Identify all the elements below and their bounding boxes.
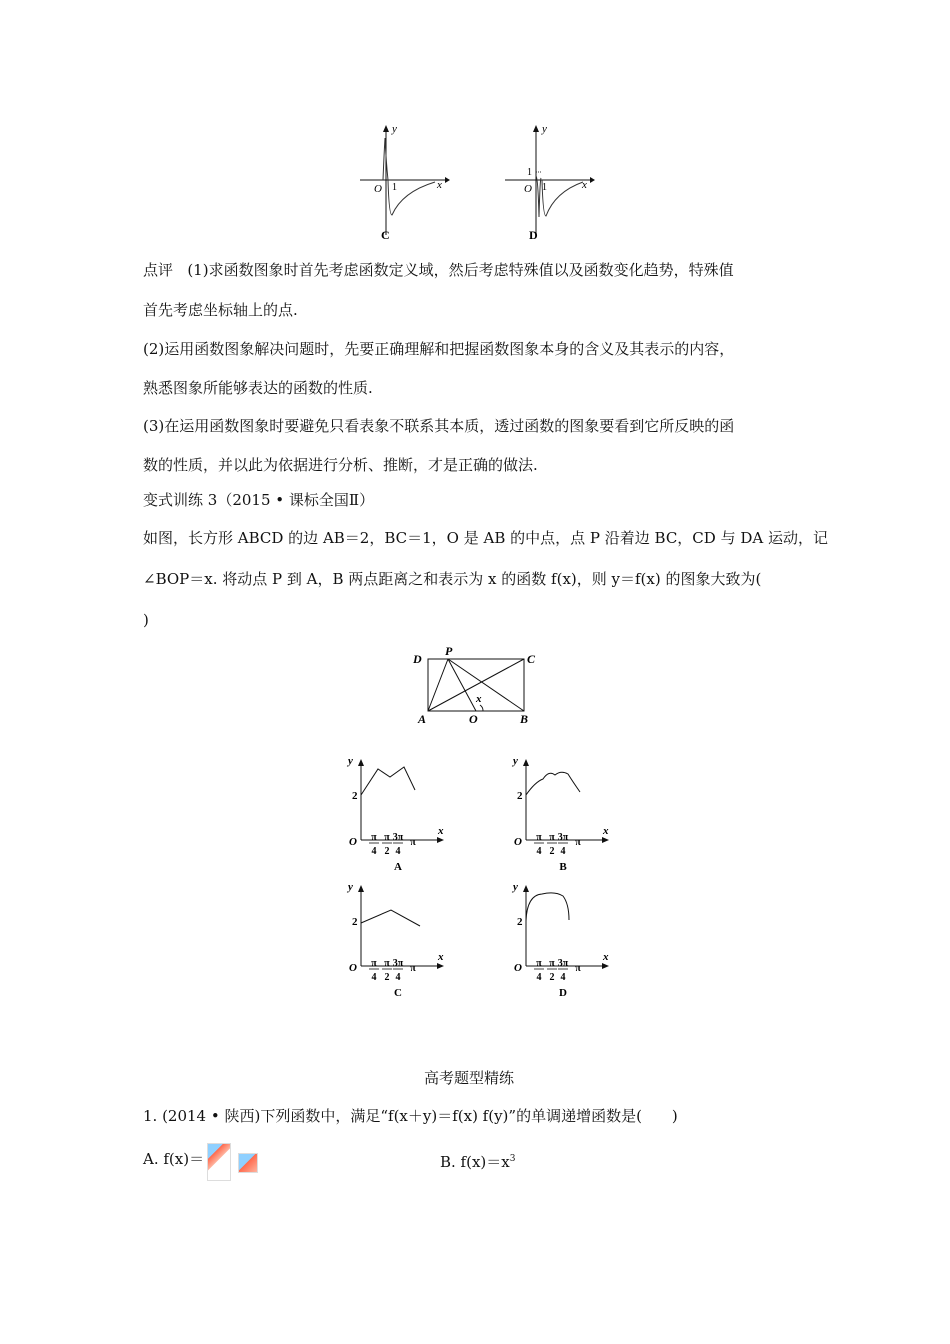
x-tick-label: 3π <box>557 958 569 969</box>
x-tick-label: 4 <box>395 846 401 857</box>
vertex-label: O <box>469 712 478 726</box>
option-caption: B <box>559 861 567 872</box>
x-axis-label: x <box>438 825 444 837</box>
option-b <box>440 1149 515 1172</box>
y-tick-label: 2 <box>517 916 523 928</box>
figure-caption: C <box>381 228 390 240</box>
option-caption: C <box>394 987 402 998</box>
section-title: 高考题型精练 <box>424 1069 515 1087</box>
x-tick-label: π <box>410 963 416 974</box>
y-axis-label: y <box>513 881 518 893</box>
x-tick-label: π <box>575 837 581 848</box>
x-tick-label: π <box>384 832 390 843</box>
graph-c <box>350 120 450 240</box>
origin-label: O <box>524 183 532 195</box>
x-axis-label: x <box>437 179 442 191</box>
rectangle-figure <box>405 645 555 730</box>
comment-text: 数的性质，并以此为依据进行分析、推断，才是正确的做法. <box>143 456 538 474</box>
vertex-label: D <box>413 652 422 666</box>
x-tick-label: π <box>410 837 416 848</box>
vertex-label: P <box>445 645 453 658</box>
function-curve <box>526 772 580 795</box>
x-tick-label: 2 <box>549 972 555 983</box>
option-b-exponent: 3 <box>509 1154 516 1164</box>
x-tick-label: 4 <box>371 846 377 857</box>
origin-label: O <box>514 836 522 848</box>
exercise-title: 变式训练 3 <box>143 491 218 509</box>
problem-stem: 1. (2014 • 陕西)下列函数中，满足“f(x＋y)＝f(x) f(y)”的单调递增函数是( ) <box>143 1107 678 1125</box>
x-axis-label: x <box>603 951 609 963</box>
y-axis-arrow <box>358 885 364 892</box>
x-tick-label: 4 <box>560 972 566 983</box>
graph-d <box>495 120 595 240</box>
x-axis-arrow <box>602 837 609 843</box>
exercise-source: （2015 • 课标全国Ⅱ） <box>217 491 375 509</box>
tick-label: 1 <box>527 167 532 178</box>
origin-label: O <box>349 962 357 974</box>
option-graph-d <box>505 878 615 998</box>
x-tick-label: π <box>575 963 581 974</box>
y-tick-label: 2 <box>352 790 358 802</box>
option-graph-b <box>505 752 615 872</box>
option-graph-c <box>340 878 450 998</box>
x-axis-arrow <box>437 837 444 843</box>
x-tick-label: 2 <box>384 846 390 857</box>
comment-heading: 点评 <box>143 261 174 279</box>
x-tick-label: π <box>384 958 390 969</box>
option-a: A. f(x)＝ <box>143 1150 205 1168</box>
x-tick-label: 4 <box>395 972 401 983</box>
x-tick-label: π <box>536 958 542 969</box>
x-tick-label: 3π <box>392 832 404 843</box>
comment-text: 熟悉图象所能够表达的函数的性质. <box>143 379 373 397</box>
option-caption: A <box>394 861 402 872</box>
formula-image-icon <box>207 1143 231 1181</box>
function-curve <box>361 767 415 795</box>
y-axis-label: y <box>348 755 353 767</box>
option-caption: D <box>559 987 567 998</box>
tick-label: 1 <box>392 182 397 193</box>
x-tick-label: 4 <box>536 846 542 857</box>
tick-label: 1 <box>542 182 547 193</box>
question-text: ) <box>143 611 149 629</box>
x-tick-label: 4 <box>371 972 377 983</box>
y-axis-label: y <box>392 123 397 135</box>
y-tick-label: 2 <box>352 916 358 928</box>
x-tick-label: π <box>536 832 542 843</box>
x-tick-label: 2 <box>549 846 555 857</box>
y-axis-arrow <box>523 759 529 766</box>
question-text: ∠BOP＝x. 将动点 P 到 A，B 两点距离之和表示为 x 的函数 f(x)，则 y＝f(x) 的图象大致为( <box>143 570 762 588</box>
angle-label: x <box>476 693 482 705</box>
comment-text: (1)求函数图象时首先考虑函数定义域，然后考虑特殊值以及函数变化趋势，特殊值 <box>187 261 734 279</box>
vertex-label: B <box>520 712 529 726</box>
formula-image-icon <box>238 1153 258 1173</box>
figure-caption: D <box>529 228 538 240</box>
x-tick-label: 3π <box>392 958 404 969</box>
vertex-label: C <box>527 652 536 666</box>
question-text: 如图，长方形 ABCD 的边 AB＝2，BC＝1，O 是 AB 的中点，点 P 沿着边 BC，CD 与 DA 运动，记 <box>143 529 828 547</box>
comment-text: (3)在运用函数图象时要避免只看表象不联系其本质，透过函数的图象要看到它所反映的函 <box>143 417 735 435</box>
y-tick-label: 2 <box>517 790 523 802</box>
x-tick-label: 4 <box>560 846 566 857</box>
x-tick-label: π <box>371 958 377 969</box>
function-curve <box>526 893 569 921</box>
x-tick-label: π <box>549 832 555 843</box>
y-axis-arrow <box>358 759 364 766</box>
x-tick-label: 2 <box>384 972 390 983</box>
x-tick-label: π <box>371 832 377 843</box>
y-axis-label: y <box>513 755 518 767</box>
origin-label: O <box>514 962 522 974</box>
exercise-title-line <box>143 490 374 510</box>
x-axis-label: x <box>438 951 444 963</box>
x-axis-arrow <box>437 963 444 969</box>
vertex-label: A <box>418 712 427 726</box>
x-tick-label: 3π <box>557 832 569 843</box>
origin-label: O <box>374 183 382 195</box>
x-axis-label: x <box>603 825 609 837</box>
comment-text: (2)运用函数图象解决问题时，先要正确理解和把握函数图象本身的含义及其表示的内容， <box>143 340 735 358</box>
y-axis-arrow <box>523 885 529 892</box>
x-tick-label: 4 <box>536 972 542 983</box>
x-axis-label: x <box>582 179 587 191</box>
y-axis-label: y <box>542 123 547 135</box>
y-axis-label: y <box>348 881 353 893</box>
x-tick-label: π <box>549 958 555 969</box>
option-b-text: B. f(x)＝x <box>440 1153 510 1171</box>
option-graph-a <box>340 752 450 872</box>
origin-label: O <box>349 836 357 848</box>
comment-text: 首先考虑坐标轴上的点. <box>143 301 298 319</box>
comment-line <box>143 260 734 280</box>
x-axis-arrow <box>602 963 609 969</box>
function-curve <box>361 910 420 926</box>
